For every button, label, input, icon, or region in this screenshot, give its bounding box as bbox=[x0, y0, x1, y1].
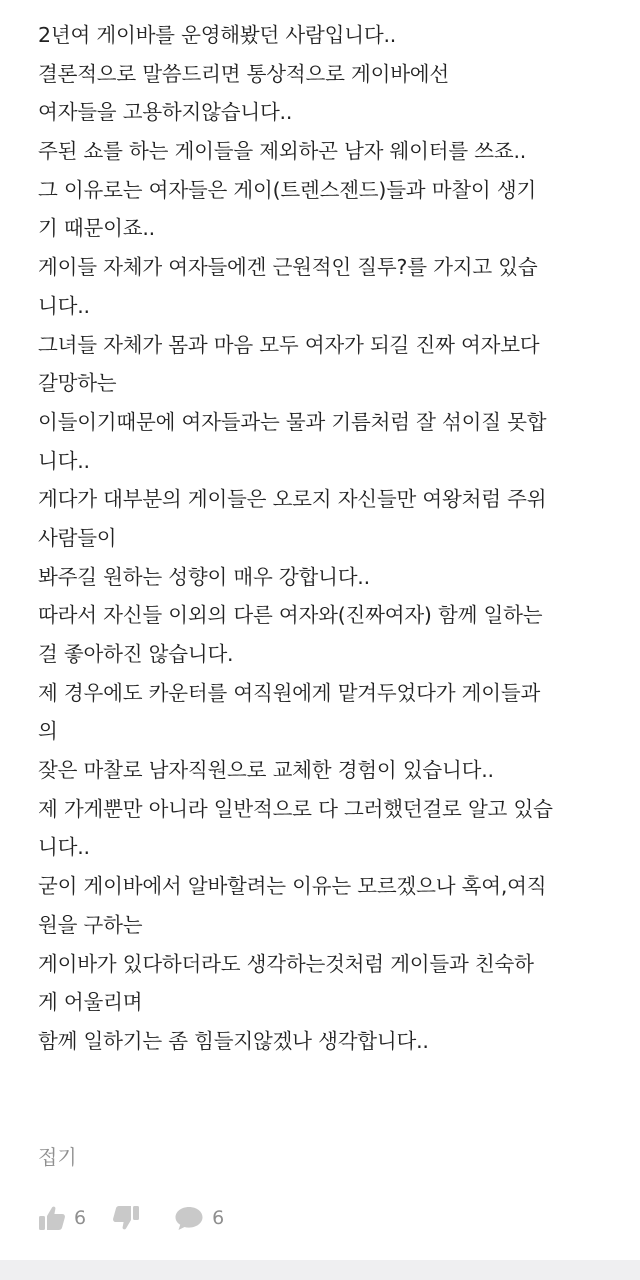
comment-line: 게이들 자체가 여자들에겐 근원적인 질투?를 가지고 있습 bbox=[38, 255, 538, 280]
comment-line: 따라서 자신들 이외의 다른 여자와(진짜여자) 함께 일하는 bbox=[38, 603, 543, 628]
bottom-divider-bar bbox=[0, 1260, 640, 1280]
comment-line: 잦은 마찰로 남자직원으로 교체한 경험이 있습니다.. bbox=[38, 758, 494, 783]
like-count: 6 bbox=[74, 1207, 87, 1229]
comment-line: 결론적으로 말씀드리면 통상적으로 게이바에선 bbox=[38, 61, 450, 86]
speech-bubble-icon bbox=[174, 1205, 204, 1231]
comment-line: 여자들을 고용하지않습니다.. bbox=[38, 100, 293, 125]
comment-line: 제 경우에도 카운터를 여직원에게 맡겨두었다가 게이들과 bbox=[38, 680, 541, 705]
comment-line: 사람들이 bbox=[38, 525, 117, 550]
comment-line: 제 가게뿐만 아니라 일반적으로 다 그러했던걸로 알고 있습 bbox=[38, 796, 553, 821]
comment-line: 니다.. bbox=[38, 293, 90, 318]
dislike-button[interactable] bbox=[112, 1205, 140, 1231]
comment-line: 게다가 대부분의 게이들은 오로지 자신들만 여왕처럼 주위 bbox=[38, 487, 547, 512]
thumbs-down-icon bbox=[112, 1205, 140, 1231]
comment-line: 굳이 게이바에서 알바할려는 이유는 모르겠으나 혹여,여직 bbox=[38, 874, 547, 899]
comment-line: 걸 좋아하진 않습니다. bbox=[38, 642, 234, 666]
comment-line: 2년여 게이바를 운영해봤던 사람입니다.. bbox=[38, 23, 397, 47]
like-button[interactable] bbox=[38, 1205, 86, 1231]
comment-line: 게 어울리며 bbox=[38, 990, 143, 1015]
comment-line: 니다.. bbox=[38, 448, 90, 473]
comment-line: 함께 일하기는 좀 힘들지않겠나 생각합니다.. bbox=[38, 1028, 429, 1053]
comment-line: 그녀들 자체가 몸과 마음 모두 여자가 되길 진짜 여자보다 bbox=[38, 332, 540, 357]
fold-button[interactable]: 접기 bbox=[38, 1145, 77, 1169]
thumbs-up-icon bbox=[38, 1205, 66, 1231]
comment-line: 주된 쇼를 하는 게이들을 제외하곤 남자 웨이터를 쓰죠.. bbox=[38, 139, 527, 164]
comment-line: 갈망하는 bbox=[38, 371, 117, 396]
comment-line: 그 이유로는 여자들은 게이(트렌스젠드)들과 마찰이 생기 bbox=[38, 177, 537, 202]
comment-line: 의 bbox=[38, 719, 58, 744]
comment-line: 니다.. bbox=[38, 835, 90, 860]
comment-body bbox=[38, 16, 623, 1061]
reply-button[interactable] bbox=[174, 1205, 224, 1231]
reply-count: 6 bbox=[212, 1207, 225, 1229]
comment-actions bbox=[38, 1200, 224, 1236]
comment-line: 봐주길 원하는 성향이 매우 강합니다.. bbox=[38, 564, 370, 589]
comment-line: 원을 구하는 bbox=[38, 912, 143, 937]
comment-line: 게이바가 있다하더라도 생각하는것처럼 게이들과 친숙하 bbox=[38, 951, 534, 976]
comment-line: 이들이기때문에 여자들과는 물과 기름처럼 잘 섞이질 못합 bbox=[38, 409, 547, 434]
comment-line: 기 때문이죠.. bbox=[38, 216, 155, 241]
